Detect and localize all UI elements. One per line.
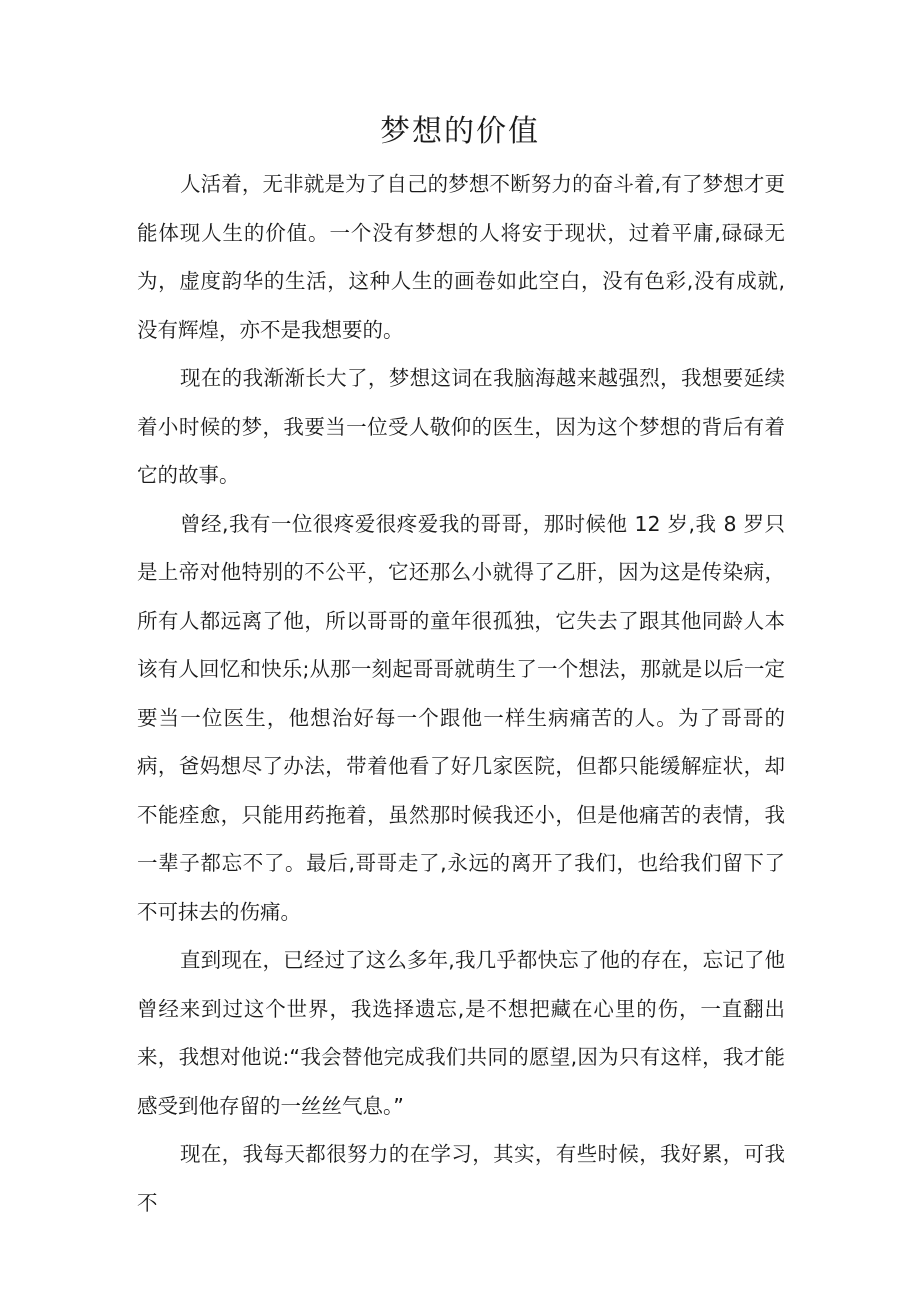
page-title: 梦想的价值	[380, 114, 540, 149]
paragraph-1: 人活着，无非就是为了自己的梦想不断努力的奋斗着,有了梦想才更能体现人生的价值。一个没有梦想的人将安于现状，过着平庸,碌碌无为，虚度韵华的生活，这种人生的画卷如此空白，没有色彩,没有成就,没有辉煌，亦不是我想要的。	[137, 172, 785, 342]
paragraph-4: 直到现在，已经过了这么多年,我几乎都快忘了他的存在，忘记了他曾经来到过这个世界，我选择遗忘,是不想把藏在心里的伤，一直翻出来，我想对他说:“我会替他完成我们共同的愿望,因为只有这样，我才能感受到他存留的一丝丝气息。”	[137, 948, 785, 1118]
paragraph-3: 曾经,我有一位很疼爱很疼爱我的哥哥，那时候他 12 岁,我 8 罗只是上帝对他特别的不公平，它还那么小就得了乙肝，因为这是传染病，所有人都远离了他，所以哥哥的童年很孤独，它失去了跟其他同龄人本该有人回忆和快乐;从那一刻起哥哥就萌生了一个想法，那就是以后一定要当一位医生，他想治好每一个跟他一样生病痛苦的人。为了哥哥的病，爸妈想尽了办法，带着他看了好几家医院，但都只能缓解症状，却不能痊愈，只能用药拖着，虽然那时候我还小，但是他痛苦的表情，我一辈子都忘不了。最后,哥哥走了,永远的离开了我们，也给我们留下了不可抹去的伤痛。	[137, 511, 785, 924]
document-body	[137, 160, 785, 1227]
paragraph-2: 现在的我渐渐长大了，梦想这词在我脑海越来越强烈，我想要延续着小时候的梦，我要当一位受人敬仰的医生，因为这个梦想的背后有着它的故事。	[137, 366, 785, 487]
paragraph-5: 现在，我每天都很努力的在学习，其实，有些时候，我好累，可我不	[137, 1142, 785, 1215]
